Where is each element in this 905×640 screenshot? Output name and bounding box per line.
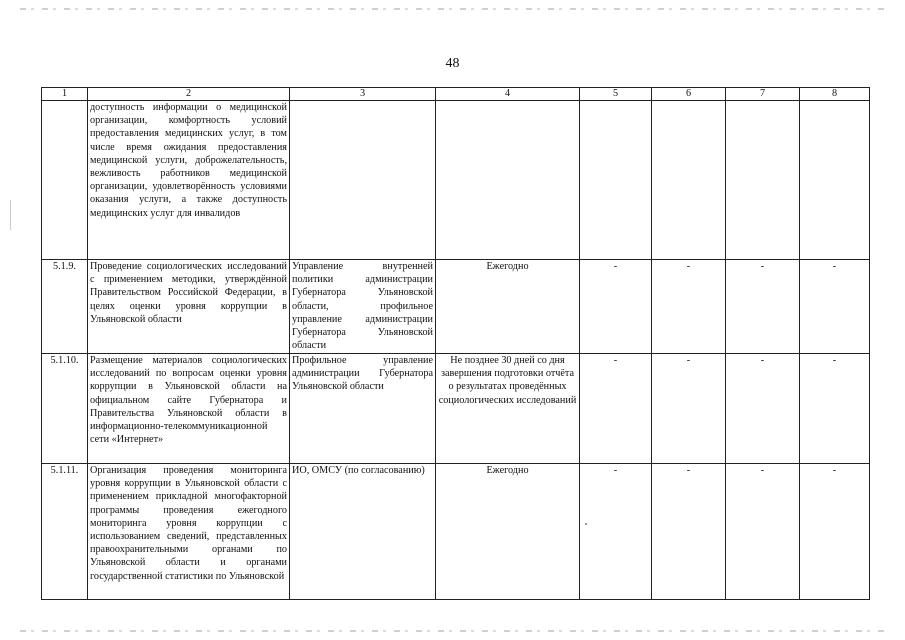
row-col-6: -	[652, 260, 726, 354]
row-col-6: -	[652, 464, 726, 600]
scan-speck	[585, 523, 587, 525]
row-executor: ИО, ОМСУ (по согласованию)	[290, 464, 436, 600]
row-col-5: -	[580, 464, 652, 600]
row-col-6	[652, 101, 726, 260]
row-col-8	[800, 101, 870, 260]
header-col-5: 5	[580, 88, 652, 101]
header-col-8: 8	[800, 88, 870, 101]
row-col-5: -	[580, 260, 652, 354]
header-col-3: 3	[290, 88, 436, 101]
header-col-4: 4	[436, 88, 580, 101]
row-description: доступность информации о медицинской организации, комфортность условий предоставления медицинских услуг, в том числе время ожидания предоставления медицинской услуги, доброжелательность, вежливость работников медицинской организации, удовлетворённость условиями оказания услуги, а также доступность медицинских услуг для инвалидов	[88, 101, 290, 260]
header-col-7: 7	[726, 88, 800, 101]
row-executor	[290, 101, 436, 260]
scan-edge-mark	[10, 200, 11, 230]
table-row	[42, 464, 870, 600]
row-executor: Профильное управление администрации Губернатора Ульяновской области	[290, 354, 436, 464]
table-row	[42, 260, 870, 354]
plan-table	[41, 87, 870, 600]
row-col-7	[726, 101, 800, 260]
row-col-6: -	[652, 354, 726, 464]
row-number	[42, 101, 88, 260]
scan-edge-bottom	[20, 630, 885, 632]
row-term: Ежегодно	[436, 260, 580, 354]
row-term: Не позднее 30 дней со дня завершения подготовки отчёта о результатах проведённых социологических исследований	[436, 354, 580, 464]
header-col-6: 6	[652, 88, 726, 101]
header-col-2: 2	[88, 88, 290, 101]
row-col-8: -	[800, 464, 870, 600]
scan-edge-top	[20, 8, 885, 10]
row-col-5	[580, 101, 652, 260]
table-row	[42, 101, 870, 260]
row-executor: Управление внутренней политики администрации Губернатора Ульяновской области, профильное управление администрации Губернатора Ульяновской области	[290, 260, 436, 354]
row-term	[436, 101, 580, 260]
row-description: Проведение социологических исследований с применением методики, утверждённой Правительством Российской Федерации, в целях оценки уровня коррупции в Ульяновской области	[88, 260, 290, 354]
row-col-7: -	[726, 354, 800, 464]
table-row	[42, 354, 870, 464]
row-number: 5.1.11.	[42, 464, 88, 600]
header-row	[42, 88, 870, 101]
row-col-7: -	[726, 260, 800, 354]
row-col-7: -	[726, 464, 800, 600]
row-col-8: -	[800, 354, 870, 464]
row-term: Ежегодно	[436, 464, 580, 600]
row-col-5: -	[580, 354, 652, 464]
header-col-1: 1	[42, 88, 88, 101]
row-description: Организация проведения мониторинга уровня коррупции в Ульяновской области с применением прикладной многофакторной программы проведения ежегодного мониторинга уровня коррупции с использованием сведений, представленных правоохранительными органами по Ульяновской области и органами государственной статистики по Ульяновской	[88, 464, 290, 600]
row-number: 5.1.10.	[42, 354, 88, 464]
row-description: Размещение материалов социологических исследований по вопросам оценки уровня коррупции в Ульяновской области на официальном сайте Губернатора и Правительства Ульяновской области в информационно-телекоммуникационной сети «Интернет»	[88, 354, 290, 464]
row-number: 5.1.9.	[42, 260, 88, 354]
row-col-8: -	[800, 260, 870, 354]
page-number: 48	[445, 56, 460, 71]
